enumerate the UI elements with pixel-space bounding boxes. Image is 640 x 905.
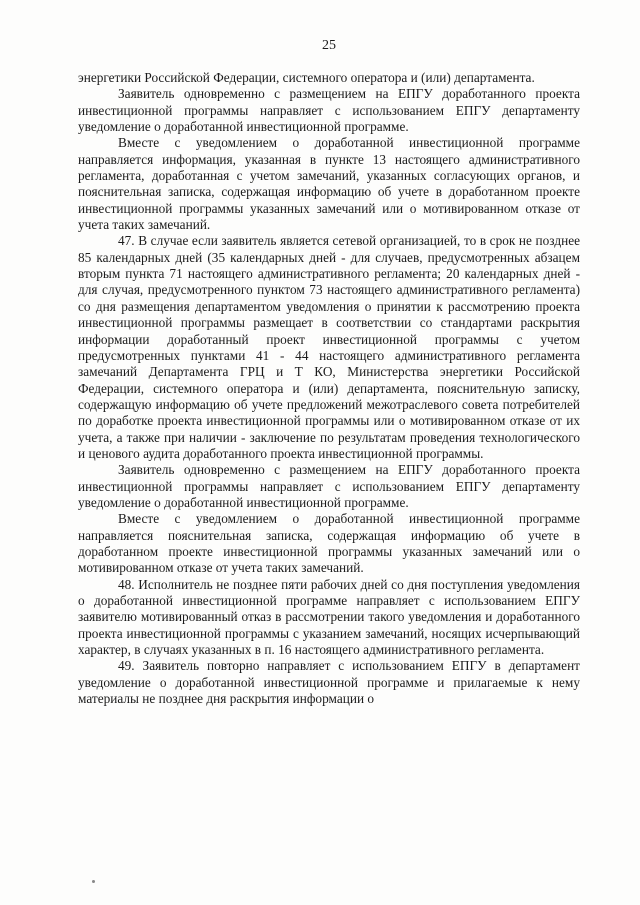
paragraph-notification-upload: Заявитель одновременно с размещением на ЕПГУ доработанного проекта инвестиционной программы направляет с использованием ЕПГУ департаменту уведомление о доработанной инвестиционной программе.	[78, 86, 580, 135]
paragraph-clause-47-notification: Заявитель одновременно с размещением на ЕПГУ доработанного проекта инвестиционной программы направляет с использованием ЕПГУ департаменту уведомление о доработанной инвестиционной программе.	[78, 462, 580, 510]
paragraph-continuation: энергетики Российской Федерации, системного оператора и (или) департамента.	[78, 70, 535, 85]
page-number: 25	[322, 38, 336, 53]
paragraph-clause-49: 49. Заявитель повторно направляет с использованием ЕПГУ в департамент уведомление о доработанной инвестиционной программе и прилагаемые к нему материалы не позднее дня раскрытия информации о	[78, 658, 580, 707]
paragraph-clause-47-explanatory-note: Вместе с уведомлением о доработанной инвестиционной программе направляется пояснительная записка, содержащая информацию об учете в доработанном проекте инвестиционной программы указанных замечаний или о мотивированном отказе от учета таких замечаний.	[78, 511, 580, 576]
paragraph-clause-47: 47. В случае если заявитель является сетевой организацией, то в срок не позднее 85 календарных дней (35 календарных дней - для случаев, предусмотренных абзацем вторым пункта 71 настоящего административного регламента; 20 календарных дней - для случая, предусмотренного пунктом 73 настоящего административного регламента) со дня размещения департаментом уведомления о принятии к рассмотрению проекта инвестиционной программы размещает в соответствии со стандартами раскрытия информации доработанный проект инвестиционной программы с учетом предусмотренных пунктами 41 - 44 настоящего административного регламента замечаний Департамента ГРЦ и Т КО, Министерства энергетики Российской Федерации, системного оператора и (или) департамента, пояснительную записку, содержащую информацию об учете предложений межотраслевого совета потребителей по доработке проекта инвестиционной программы или о мотивированном отказе от их учета, а также при наличии - заключение по результатам проведения технологического и ценового аудита доработанного проекта инвестиционной программы.	[78, 233, 580, 461]
paragraph-clause-48: 48. Исполнитель не позднее пяти рабочих дней со дня поступления уведомления о доработанной инвестиционной программе направляет с использованием ЕПГУ заявителю мотивированный отказ в рассмотрении такого уведомления и доработанного проекта инвестиционной программы с указанием замечаний, носящих исчерпывающий характер, в случаях указанных в п. 16 настоящего административного регламента.	[78, 576, 580, 658]
paragraph-notification-contents: Вместе с уведомлением о доработанной инвестиционной программе направляется информация, указанная в пункте 13 настоящего административного регламента, доработанная с учетом замечаний, указанных согласующих органов, и пояснительная записка, содержащая информацию об учете в доработанном проекте инвестиционной программы указанных замечаний или о мотивированном отказе от учета таких замечаний.	[78, 135, 580, 233]
scan-speck	[92, 880, 95, 883]
